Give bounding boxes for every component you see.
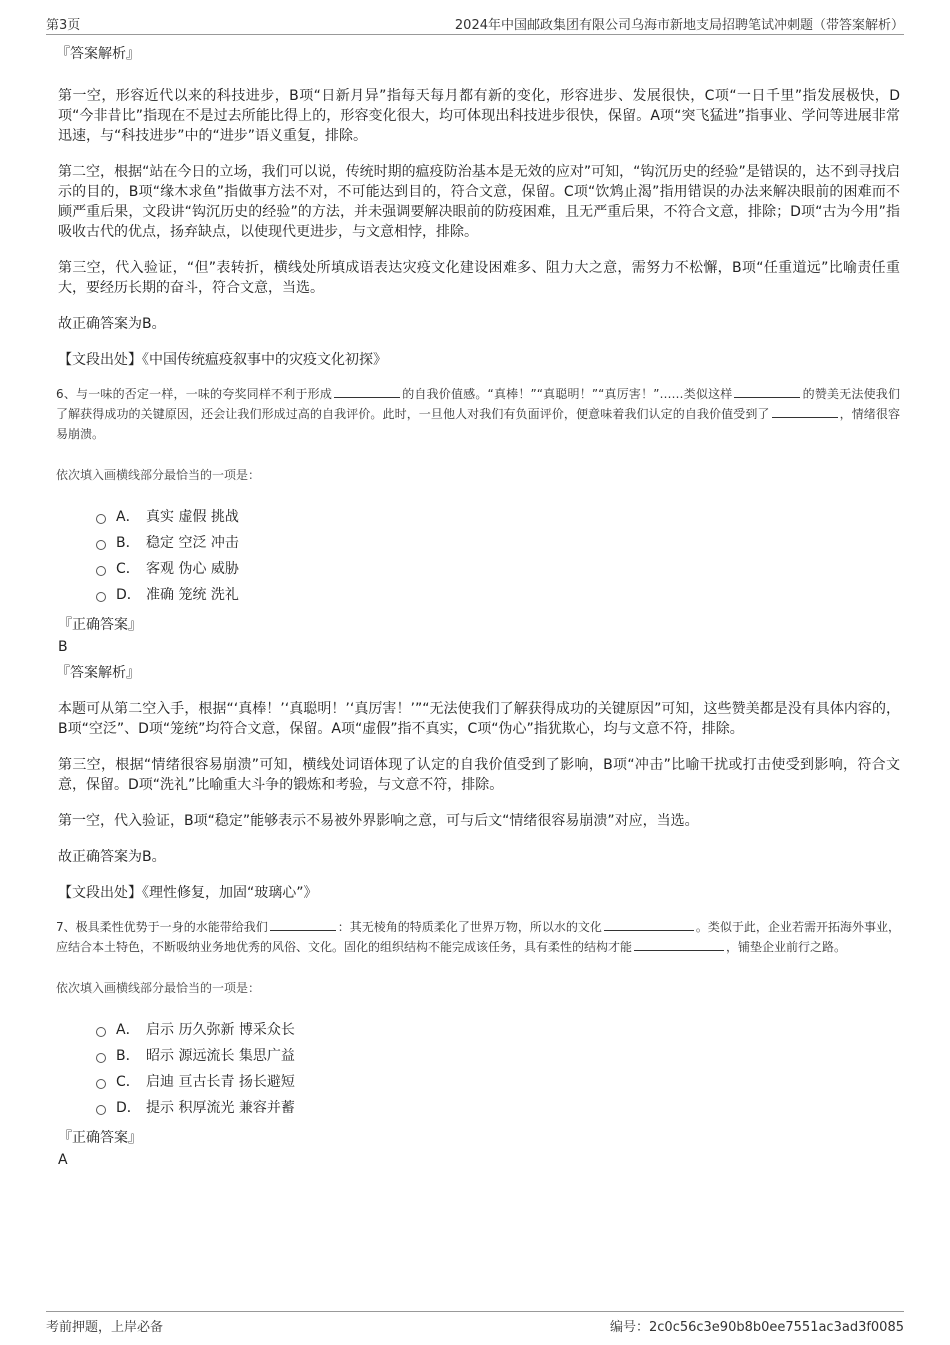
q6-text-1: 6、与一味的否定一样，一味的夸奖同样不利于形成 [56, 387, 333, 401]
q6-text-4: ，情绪很容易崩溃。 [56, 407, 900, 441]
q5-analysis-p2: 第二空，根据“站在今日的立场，我们可以说，传统时期的瘟疫防治基本是无效的应对”可知，“钩沉历史的经验”是错误的，达不到寻找启示的目的，B项“缘木求鱼”指做事方法不对，不可能达到目的，符合文意，保留。C项“饮鸩止渴”指用错误的办法来解决眼前的困难而不顾严重后果，文段讲“钩沉历史的经验”的方法，并未强调要解决眼前的防疫困难，且无严重后果，不符合文意，排除；D项“古为今用”指吸收古代的优点，扬弃缺点，以使现代更进步，与文意相悖，排除。 [58, 164, 900, 240]
q5-analysis-p1: 第一空，形容近代以来的科技进步，B项“日新月异”指每天每月都有新的变化，形容进步、发展很快，C项“一日千里”指发展极快，D项“今非昔比”指现在不是过去所能比得上的，形容变化很大，均可体现出科技进步很快，保留。A项“突飞猛进”指事业、学问等进展非常迅速，与“科技进步”中的“进步”语义重复，排除。 [58, 88, 900, 144]
q6-option-b[interactable]: B． 稳定 空泛 冲击 [96, 529, 900, 555]
radio-icon[interactable] [96, 514, 106, 524]
radio-icon[interactable] [96, 566, 106, 576]
q6-option-a[interactable]: A． 真实 虚假 挑战 [96, 503, 900, 529]
footer-slogan: 考前押题，上岸必备 [46, 1320, 164, 1335]
q6-answer: B [58, 639, 68, 655]
q6-options [96, 503, 900, 607]
question-7 [56, 917, 900, 957]
q7-option-c[interactable]: C． 启迪 亘古长青 扬长避短 [96, 1068, 900, 1094]
q6-blank-1 [334, 385, 400, 398]
q6-analysis-p2: 第三空，根据“情绪很容易崩溃”可知，横线处词语体现了认定的自我价值受到了影响，B项“冲击”比喻干扰或打击使受到影响，符合文意，保留。D项“洗礼”比喻重大斗争的锻炼和考验，与文意不符，排除。 [58, 757, 900, 793]
q5-source: 【文段出处】《中国传统瘟疫叙事中的灾疫文化初探》 [58, 352, 387, 368]
radio-icon[interactable] [96, 540, 106, 550]
code-value: 2c0c56c3e90b8b0ee7551ac3ad3f0085 [649, 1320, 904, 1335]
q7-prompt: 依次填入画横线部分最恰当的一项是： [56, 981, 261, 995]
code-label: 编号： [609, 1320, 649, 1335]
q7-options [96, 1016, 900, 1120]
q7-text-4: ，铺垫企业前行之路。 [726, 940, 847, 954]
q5-analysis-label: 『答案解析』 [56, 46, 140, 62]
radio-icon[interactable] [96, 1053, 106, 1063]
page-footer [46, 1311, 904, 1334]
q6-analysis-label: 『答案解析』 [56, 665, 140, 681]
page-content [56, 44, 900, 1176]
q7-blank-2 [604, 918, 694, 931]
q7-blank-3 [634, 938, 724, 951]
radio-icon[interactable] [96, 1079, 106, 1089]
q6-analysis-p1: 本题可从第二空入手，根据“‘真棒！’‘真聪明！’‘真厉害！’”“无法使我们了解获得成功的关键原因”可知，这些赞美都是没有具体内容的，B项“空泛”、D项“笼统”均符合文意，保留。A项“虚假”指不真实，C项“伪心”指犹欺心，均与文意不符，排除。 [58, 701, 900, 737]
q7-option-d[interactable]: D． 提示 积厚流光 兼容并蓄 [96, 1094, 900, 1120]
q6-text-3: 的赞美无法使我们了解获得成功的关键原因，还会让我们形成过高的自我评价。此时，一旦他人对我们有负面评价，便意味着我们认定的自我价值受到了 [56, 387, 900, 421]
q6-option-d[interactable]: D． 准确 笼统 洗礼 [96, 581, 900, 607]
q7-answer-label: 『正确答案』 [58, 1130, 142, 1146]
q6-conclusion: 故正确答案为B。 [58, 849, 166, 865]
radio-icon[interactable] [96, 1027, 106, 1037]
q6-blank-3 [772, 405, 838, 418]
q7-option-b[interactable]: B． 昭示 源远流长 集思广益 [96, 1042, 900, 1068]
question-6 [56, 384, 900, 444]
document-code [610, 1316, 904, 1335]
q7-answer: A [58, 1152, 68, 1168]
q6-answer-label: 『正确答案』 [58, 617, 142, 633]
q6-text-2: 的自我价值感。“真棒！”“真聪明！”“真厉害！”……类似这样 [402, 387, 733, 401]
q7-text-2: ：其无棱角的特质柔化了世界万物，所以水的文化 [337, 920, 602, 934]
q5-analysis-p3: 第三空，代入验证，“但”表转折，横线处所填成语表达灾疫文化建设困难多、阻力大之意，需努力不松懈，B项“任重道远”比喻责任重大，要经历长期的奋斗，符合文意，当选。 [58, 260, 900, 296]
page-header [46, 14, 904, 35]
q6-prompt: 依次填入画横线部分最恰当的一项是： [56, 468, 261, 482]
radio-icon[interactable] [96, 592, 106, 602]
q6-blank-2 [734, 385, 800, 398]
q7-blank-1 [270, 918, 336, 931]
q7-text-1: 7、极具柔性优势于一身的水能带给我们 [56, 920, 268, 934]
q6-option-c[interactable]: C． 客观 伪心 威胁 [96, 555, 900, 581]
q7-option-a[interactable]: A． 启示 历久弥新 博采众长 [96, 1016, 900, 1042]
q7-text-3: 。类似于此，企业若需开拓海外事业，应结合本土特色，不断吸纳业务地优秀的风俗、文化。固化的组织结构不能完成该任务，具有柔性的结构才能 [56, 920, 900, 954]
page-number: 第3页 [46, 18, 81, 33]
q6-analysis-p3: 第一空，代入验证，B项“稳定”能够表示不易被外界影响之意，可与后文“情绪很容易崩溃”对应，当选。 [58, 813, 699, 829]
document-title: 2024年中国邮政集团有限公司乌海市新地支局招聘笔试冲刺题（带答案解析） [454, 18, 904, 33]
q5-conclusion: 故正确答案为B。 [58, 316, 166, 332]
radio-icon[interactable] [96, 1105, 106, 1115]
q6-source: 【文段出处】《理性修复，加固“玻璃心”》 [58, 885, 318, 901]
